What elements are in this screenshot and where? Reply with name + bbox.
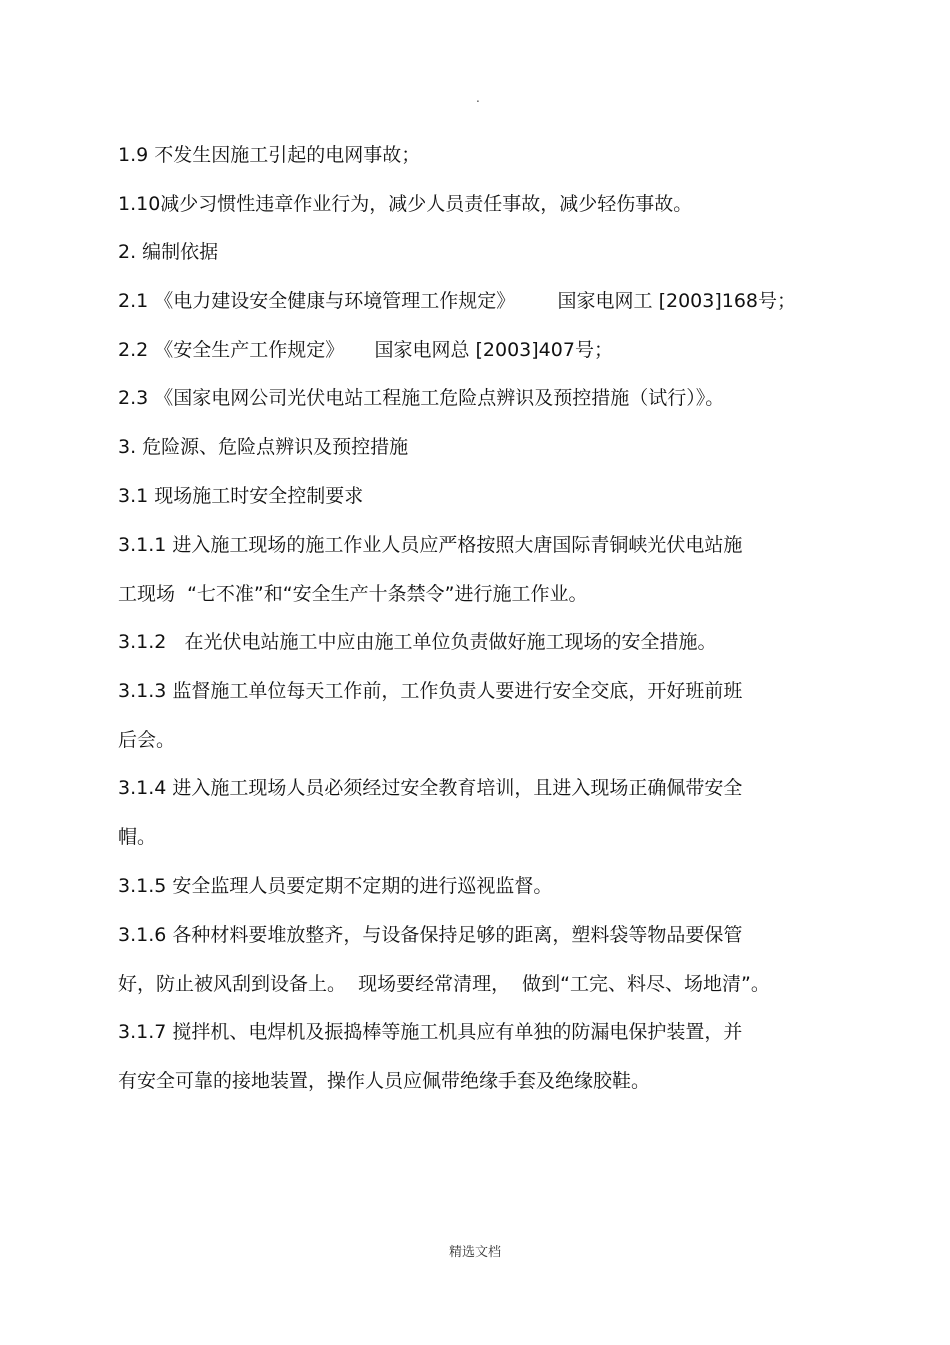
text-line: 好，防止被风刮到设备上。 现场要经常清理， 做到“工完、料尽、场地清”。: [118, 973, 770, 995]
text-line: 后会。: [118, 729, 176, 751]
text-line: 工现场 “七不准”和“安全生产十条禁令”进行施工作业。: [118, 583, 588, 605]
text-line: 2.3 《国家电网公司光伏电站工程施工危险点辨识及预控措施（试行）》。: [118, 387, 725, 409]
text-line: 3.1.7 搅拌机、电焊机及振捣棒等施工机具应有单独的防漏电保护装置，并: [118, 1021, 743, 1043]
text-line: 3.1.1 进入施工现场的施工作业人员应严格按照大唐国际青铜峡光伏电站施: [118, 534, 743, 556]
text-line: 1.10减少习惯性违章作业行为，减少人员责任事故，减少轻伤事故。: [118, 193, 693, 215]
text-line: 3.1.6 各种材料要堆放整齐，与设备保持足够的距离，塑料袋等物品要保管: [118, 924, 743, 946]
text-line: 2.1 《电力建设安全健康与环境管理工作规定》 国家电网工 [2003]168号；: [118, 290, 797, 312]
text-line: 3.1.2 在光伏电站施工中应由施工单位负责做好施工现场的安全措施。: [118, 631, 717, 653]
text-line: 3.1.5 安全监理人员要定期不定期的进行巡视监督。: [118, 875, 553, 897]
text-line: 2.2 《安全生产工作规定》 国家电网总 [2003]407号；: [118, 339, 613, 361]
section-heading: 2. 编制依据: [118, 241, 219, 263]
header-mark: .: [476, 91, 480, 105]
subsection-heading: 3.1 现场施工时安全控制要求: [118, 485, 364, 507]
text-line: 帽。: [118, 826, 157, 848]
section-heading: 3. 危险源、危险点辨识及预控措施: [118, 436, 409, 458]
text-line: 3.1.3 监督施工单位每天工作前，工作负责人要进行安全交底，开好班前班: [118, 680, 743, 702]
text-line: 有安全可靠的接地装置，操作人员应佩带绝缘手套及绝缘胶鞋。: [118, 1070, 651, 1092]
page-footer: 精选文档: [448, 1245, 501, 1260]
text-line: 1.9 不发生因施工引起的电网事故；: [118, 144, 421, 166]
text-line: 3.1.4 进入施工现场人员必须经过安全教育培训，且进入现场正确佩带安全: [118, 777, 743, 799]
